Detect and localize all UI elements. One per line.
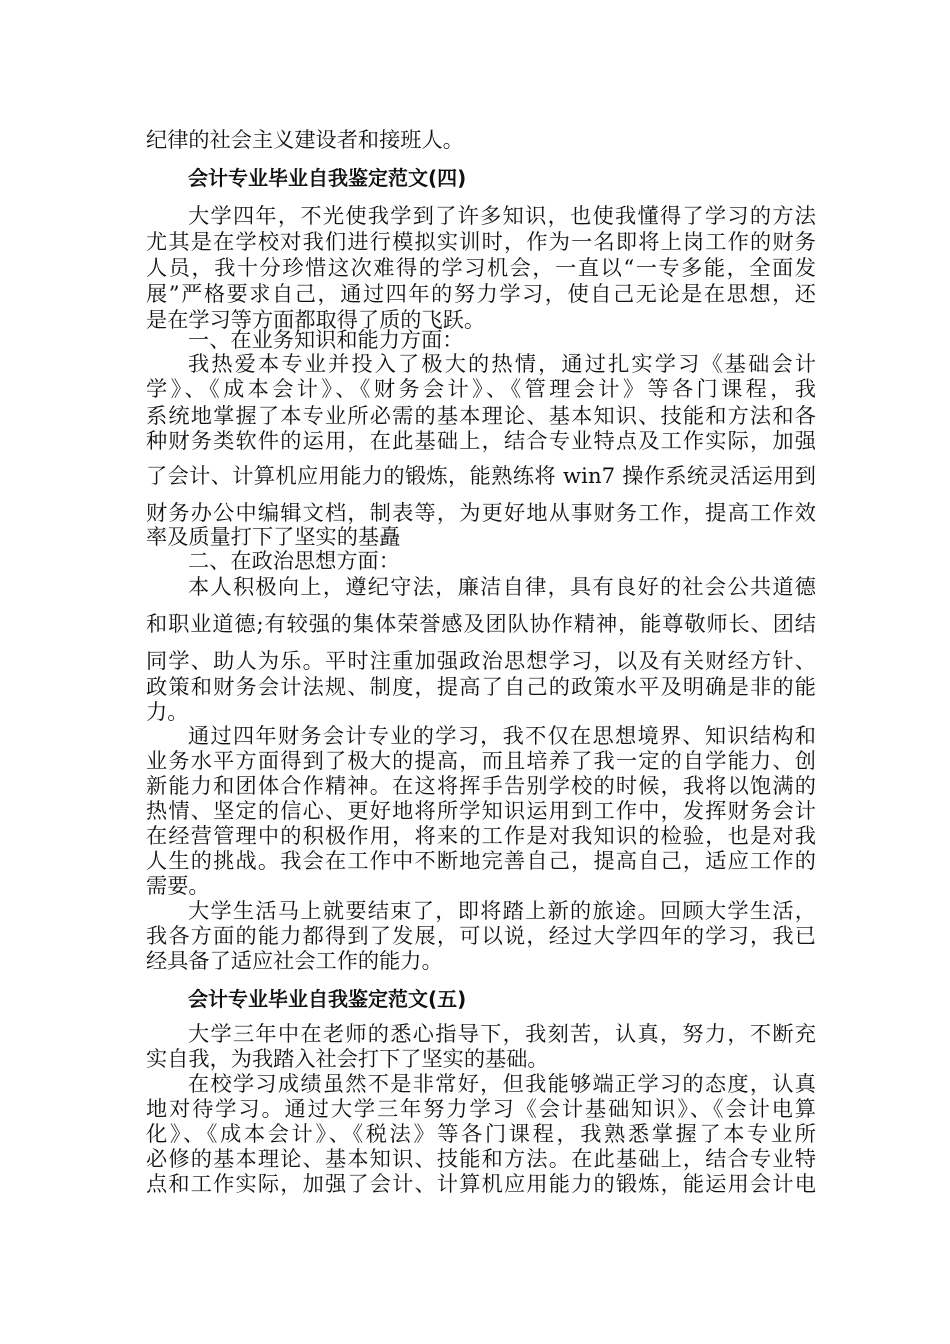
text-line: 地对待学习。通过大学三年努力学习《会计基础知识》、《会计电算 <box>146 1096 816 1121</box>
text-line: 政策和财务会计法规、制度，提高了自己的政策水平及明确是非的能 <box>146 674 816 699</box>
text-line: 一、在业务知识和能力方面： <box>188 327 464 352</box>
text-line: 我热爱本专业并投入了极大的热情，通过扎实学习《基础会计 <box>188 351 816 376</box>
text-line: 经具备了适应社会工作的能力。 <box>146 948 443 973</box>
text-line: 二、在政治思想方面： <box>188 548 400 573</box>
section-heading: 会计专业毕业自我鉴定范文(五) <box>188 987 467 1011</box>
text-line: 在校学习成绩虽然不是非常好，但我能够端正学习的态度，认真 <box>188 1071 816 1096</box>
text-line: 大学生活马上就要结束了，即将踏上新的旅途。回顾大学生活， <box>188 898 816 923</box>
text-line: 率及质量打下了坚实的基矗 <box>146 524 401 549</box>
text-line: 本人积极向上，遵纪守法，廉洁自律，具有良好的社会公共道德 <box>188 574 816 599</box>
text-line: 必修的基本理论、基本知识、技能和方法。在此基础上，结合专业特 <box>146 1146 816 1171</box>
text-line: 系统地掌握了本专业所必需的基本理论、基本知识、技能和方法和各 <box>146 403 816 428</box>
text-line: 新能力和团体合作精神。在这将挥手告别学校的时候，我将以饱满的 <box>146 773 816 798</box>
text-line: 业务水平方面得到了极大的提高，而且培养了我一定的自学能力、创 <box>146 748 816 773</box>
text-line: 学》、《成本会计》、《财务会计》、《管理会计》等各门课程，我 <box>146 376 816 401</box>
text-line: 人生的挑战。我会在工作中不断地完善自己，提高自己，适应工作的 <box>146 848 816 873</box>
text-line: 点和工作实际，加强了会计、计算机应用能力的锻炼，能运用会计电 <box>146 1171 816 1196</box>
text-line: 需要。 <box>146 873 210 898</box>
text-line: 我各方面的能力都得到了发展，可以说，经过大学四年的学习，我已 <box>146 923 816 948</box>
text-line: 热情、坚定的信心、更好地将所学知识运用到工作中，发挥财务会计 <box>146 798 816 823</box>
text-line: 尤其是在学校对我们进行模拟实训时，作为一名即将上岗工作的财务 <box>146 229 816 254</box>
text-line: 是在学习等方面都取得了质的飞跃。 <box>146 307 486 332</box>
text-line: 化》、《成本会计》、《税法》等各门课程，我熟悉掌握了本专业所 <box>146 1121 816 1146</box>
text-line: 财务办公中编辑文档，制表等，为更好地从事财务工作，提高工作效 <box>146 500 816 525</box>
text-line: 实自我，为我踏入社会打下了坚实的基础。 <box>146 1046 549 1071</box>
text-line: 大学三年中在老师的悉心指导下，我刻苦，认真，努力，不断充 <box>188 1021 816 1046</box>
text-line: 展”严格要求自己，通过四年的努力学习，使自己无论是在思想，还 <box>146 281 816 306</box>
text-line: 力。 <box>146 699 189 724</box>
text-line: 和职业道德;有较强的集体荣誉感及团队协作精神，能尊敬师长、团结 <box>146 611 816 636</box>
text-line: 大学四年，不光使我学到了许多知识，也使我懂得了学习的方法 <box>188 203 816 228</box>
text-line: 人员，我十分珍惜这次难得的学习机会，一直以“一专多能，全面发 <box>146 255 816 280</box>
text-line: 了会计、计算机应用能力的锻炼，能熟练将 win7 操作系统灵活运用到 <box>146 463 816 488</box>
text-line: 种财务类软件的运用，在此基础上，结合专业特点及工作实际，加强 <box>146 428 816 453</box>
section-heading: 会计专业毕业自我鉴定范文(四) <box>188 166 467 190</box>
text-line: 通过四年财务会计专业的学习，我不仅在思想境界、知识结构和 <box>188 723 816 748</box>
text-line: 纪律的社会主义建设者和接班人。 <box>146 127 464 152</box>
text-line: 同学、助人为乐。平时注重加强政治思想学习，以及有关财经方针、 <box>146 648 816 673</box>
text-line: 在经营管理中的积极作用，将来的工作是对我知识的检验，也是对我 <box>146 823 816 848</box>
